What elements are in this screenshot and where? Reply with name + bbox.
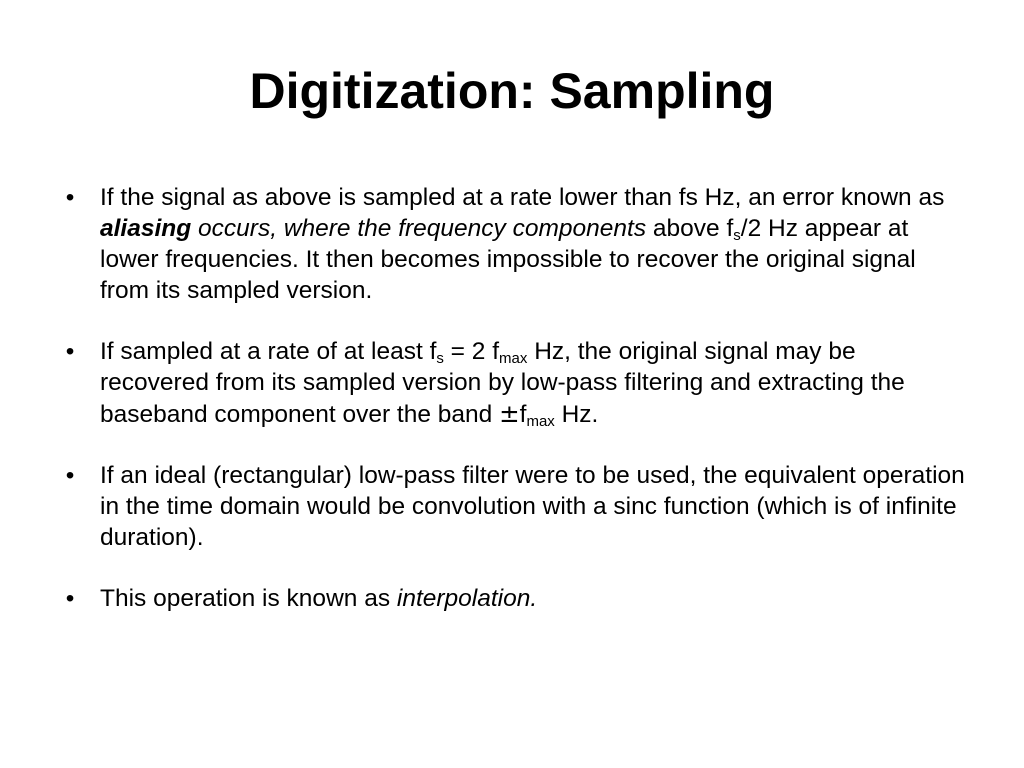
subscript: s <box>733 227 741 244</box>
bullet-text-italic: occurs, where the frequency components <box>191 215 647 242</box>
bullet-marker: • <box>65 338 75 365</box>
bullet-text: f <box>519 401 527 428</box>
bullet-text: above f <box>646 215 734 242</box>
bullet-text: /2 Hz appear at lower frequencies. It then becomes impossible to recover the original signal from its sampled version. <box>100 215 916 304</box>
bullet-item-nyquist <box>60 336 970 430</box>
bullet-text: This operation is known as <box>100 585 397 612</box>
bullet-item-aliasing <box>60 182 970 306</box>
plus-minus-symbol: ± <box>499 399 520 428</box>
term-interpolation: interpolation. <box>396 585 538 612</box>
subscript: max <box>499 350 528 367</box>
bullet-text: If the signal as above is sampled at a rate lower than fs Hz, an error known as <box>100 184 945 211</box>
bullet-marker: • <box>65 585 75 612</box>
bullet-text: Hz. <box>554 401 599 428</box>
term-aliasing: aliasing <box>100 215 192 242</box>
bullet-text: Hz, the original signal may be recovered from its sampled version by low-pass filtering and extracting the baseband component over the band <box>100 338 905 428</box>
bullet-marker: • <box>65 462 75 489</box>
bullet-text: If sampled at a rate of at least f <box>100 338 437 365</box>
bullet-item-interpolation <box>60 583 970 614</box>
slide-title: Digitization: Sampling <box>249 63 775 119</box>
bullet-marker: • <box>65 184 75 211</box>
subscript: max <box>526 413 555 430</box>
subscript: s <box>436 350 444 367</box>
bullet-item-ideal-filter <box>60 460 970 553</box>
bullet-text: If an ideal (rectangular) low-pass filter were to be used, the equivalent operation in the time domain would be convolution with a sinc function (which is of infinite duration). <box>100 462 965 551</box>
bullet-list <box>60 182 970 614</box>
bullet-text: = 2 f <box>443 338 500 365</box>
